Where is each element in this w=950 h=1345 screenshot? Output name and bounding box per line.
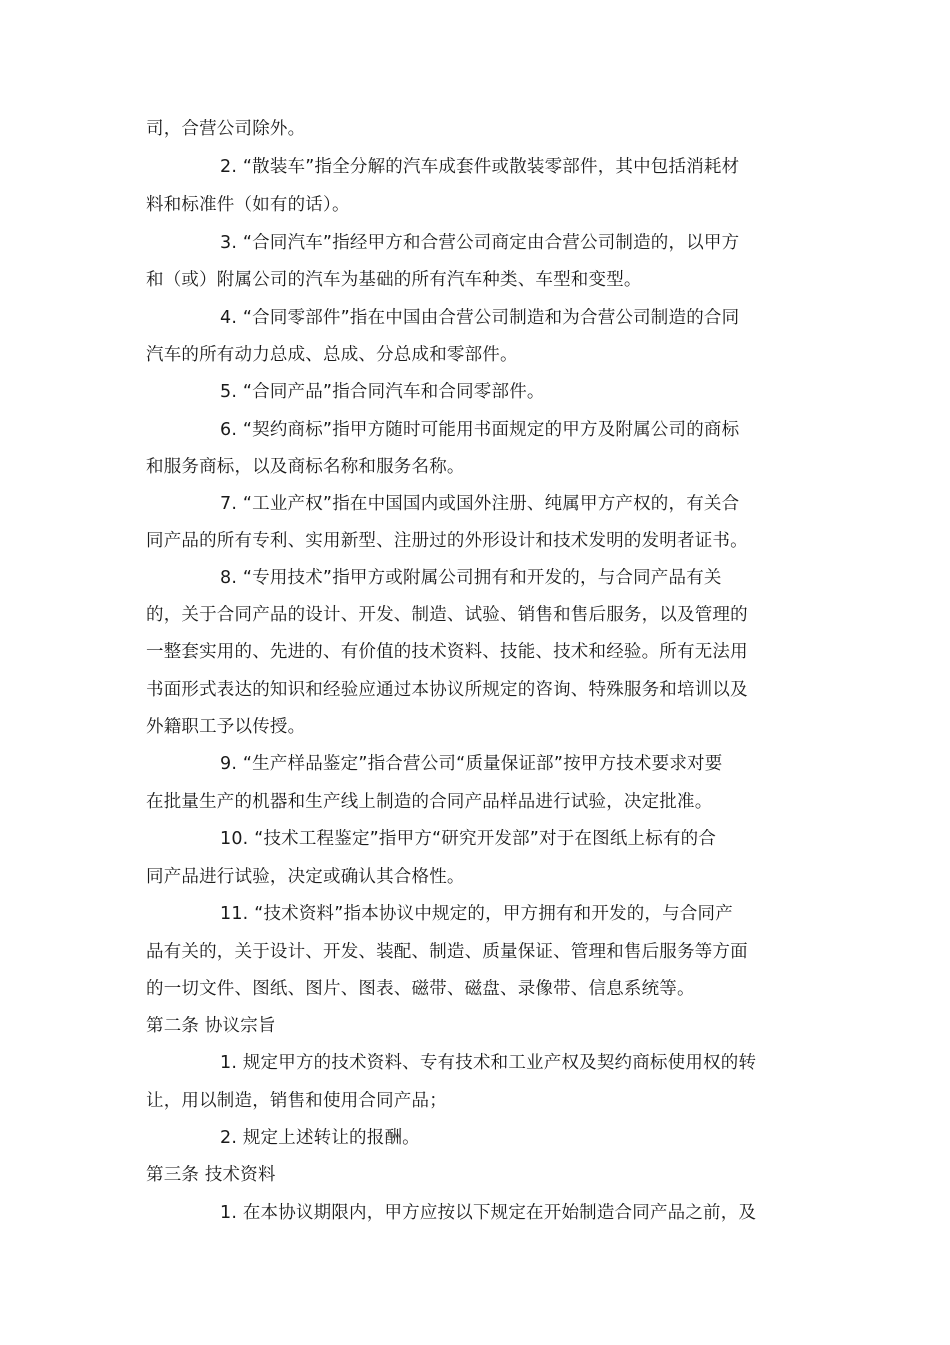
- text-line-4: 3. “合同汽车”指经甲方和合营公司商定由合营公司制造的，以甲方: [220, 233, 740, 253]
- text-line-6: 4. “合同零部件”指在中国由合营公司制造和为合营公司制造的合同: [220, 308, 740, 328]
- text-line-28: 2. 规定上述转让的报酬。: [220, 1128, 420, 1148]
- text-line-11: 7. “工业产权”指在中国国内或国外注册、纯属甲方产权的，有关合: [220, 494, 740, 514]
- text-line-19: 在批量生产的机器和生产线上制造的合同产品样品进行试验，决定批准。: [146, 792, 713, 812]
- section-heading-article-3: 第三条 技术资料: [146, 1165, 276, 1185]
- text-line-27: 让，用以制造，销售和使用合同产品；: [146, 1091, 447, 1111]
- text-line-18: 9. “生产样品鉴定”指合营公司“质量保证部”按甲方技术要求对要: [220, 754, 723, 774]
- text-line-10: 和服务商标，以及商标名称和服务名称。: [146, 457, 465, 477]
- text-line-26: 1. 规定甲方的技术资料、专有技术和工业产权及契约商标使用权的转: [220, 1053, 757, 1073]
- text-line-12: 同产品的所有专利、实用新型、注册过的外形设计和技术发明的发明者证书。: [146, 531, 748, 551]
- text-line-21: 同产品进行试验，决定或确认其合格性。: [146, 867, 465, 887]
- text-line-17: 外籍职工予以传授。: [146, 717, 306, 737]
- text-line-9: 6. “契约商标”指甲方随时可能用书面规定的甲方及附属公司的商标: [220, 420, 740, 440]
- text-line-16: 书面形式表达的知识和经验应通过本协议所规定的咨询、特殊服务和培训以及: [146, 680, 748, 700]
- text-line-30: 1. 在本协议期限内，甲方应按以下规定在开始制造合同产品之前，及: [220, 1203, 757, 1223]
- text-line-2: 2. “散装车”指全分解的汽车成套件或散装零部件，其中包括消耗材: [220, 157, 740, 177]
- text-line-13: 8. “专用技术”指甲方或附属公司拥有和开发的，与合同产品有关: [220, 568, 722, 588]
- text-line-8: 5. “合同产品”指合同汽车和合同零部件。: [220, 382, 545, 402]
- text-line-24: 的一切文件、图纸、图片、图表、磁带、磁盘、录像带、信息系统等。: [146, 979, 695, 999]
- text-line-15: 一整套实用的、先进的、有价值的技术资料、技能、技术和经验。所有无法用: [146, 642, 748, 662]
- text-line-3: 料和标准件（如有的话）。: [146, 195, 350, 215]
- text-line-7: 汽车的所有动力总成、总成、分总成和零部件。: [146, 345, 518, 365]
- text-line-5: 和（或）附属公司的汽车为基础的所有汽车种类、车型和变型。: [146, 270, 642, 290]
- text-line-1: 司，合营公司除外。: [146, 119, 306, 139]
- text-line-20: 10. “技术工程鉴定”指甲方“研究开发部”对于在图纸上标有的合: [220, 829, 717, 849]
- text-line-22: 11. “技术资料”指本协议中规定的，甲方拥有和开发的，与合同产: [220, 904, 733, 924]
- text-line-14: 的，关于合同产品的设计、开发、制造、试验、销售和售后服务，以及管理的: [146, 605, 748, 625]
- text-line-23: 品有关的，关于设计、开发、装配、制造、质量保证、管理和售后服务等方面: [146, 942, 748, 962]
- section-heading-article-2: 第二条 协议宗旨: [146, 1016, 276, 1036]
